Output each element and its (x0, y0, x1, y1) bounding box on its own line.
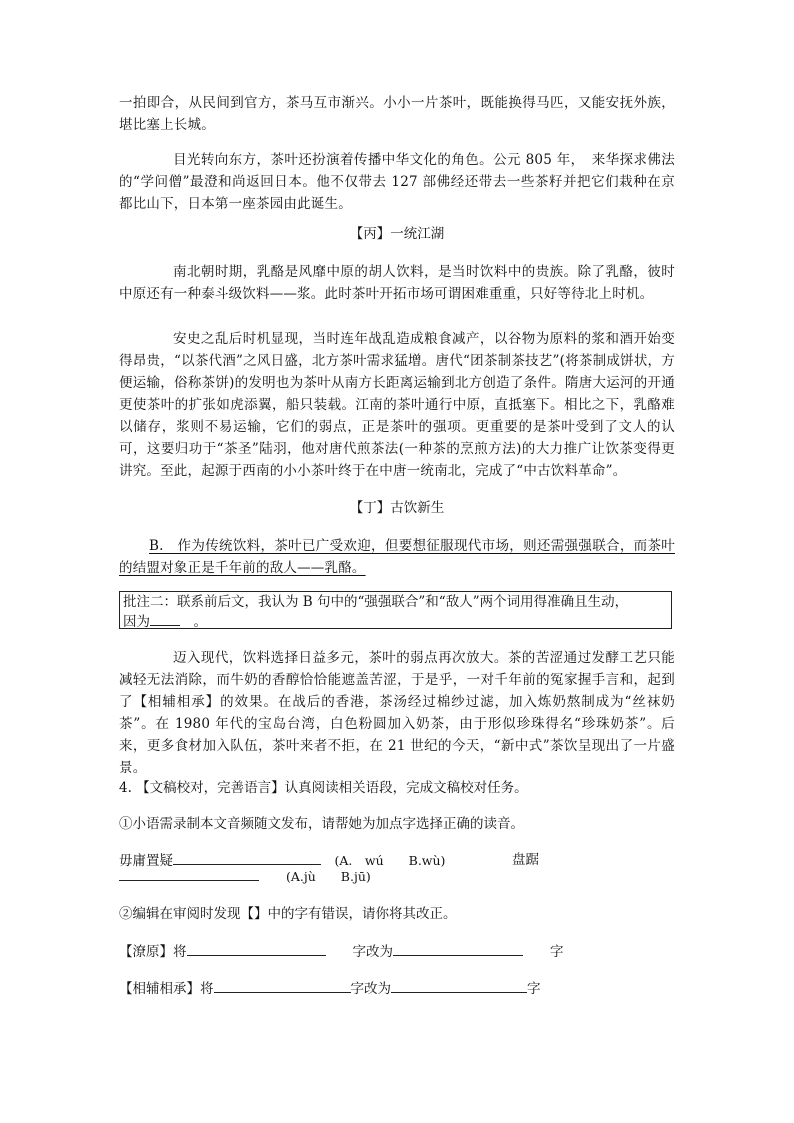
section-heading-ding: 【丁】古饮新生 (349, 500, 445, 516)
paragraph-tea-horse-trade: 一拍即合，从民间到官方，茶马互市渐兴。小小一片茶叶，既能换得马匹，又能安抚外族，堪比塞上长城。 (119, 95, 675, 133)
word-2: 盘踞 (512, 852, 539, 868)
correction-2-label: 【相辅相承】将 (119, 981, 214, 997)
correction-item-1 (119, 941, 564, 962)
paragraph-tea-to-japan: 目光转向东方，茶叶还扮演着传播中华文化的角色。公元 805 年， 来华探求佛法的“学问僧”最澄和尚返回日本。他不仅带去 127 部佛经还带去一些茶籽并把它们栽种在京都比山下，日本第一座茶园由此诞生。 (119, 152, 675, 212)
correction-1-new-blank[interactable] (393, 941, 523, 956)
correction-2-new-blank[interactable] (391, 978, 527, 993)
comment-text: 批注二：联系前后文，我认为 B 句中的“强强联合”和“敌人”两个词用得准确且生动， (123, 594, 629, 610)
question-4-title: 4. 【文稿校对，完善语言】认真阅读相关语段，完成文稿校对任务。 (119, 780, 528, 796)
paragraph-northern-southern-dynasties: 南北朝时期，乳酪是风靡中原的胡人饮料，是当时饮料中的贵族。除了乳酪，彼时中原还有一种泰斗级饮料——浆。此时茶叶开拓市场可谓困难重重，只好等待北上时机。 (119, 264, 675, 302)
word-2-options: (A.jù B.jū) (286, 869, 371, 884)
comment-because: 因为 (123, 614, 150, 630)
sentence-b: B. 作为传统饮料，茶叶已广受欢迎，但要想征服现代市场，则还需强强联合，而茶叶的结盟对象正是千年前的敌人——乳酪。 (119, 538, 675, 576)
correction-1-original-blank[interactable] (187, 941, 326, 956)
word-1-options: (A. wú B.wù) (334, 853, 446, 868)
paragraph-tang-dynasty: 安史之乱后时机显现，当时连年战乱造成粮食减产，以谷物为原料的浆和酒开始变得昂贵，“以茶代酒”之风日盛，北方茶叶需求猛增。唐代“团茶制茶技艺”(将茶制成饼状，方便运输，俗称茶饼)的发明也为茶叶从南方长距离运输到北方创造了条件。隋唐大运河的开通更使茶叶的扩张如虎添翼，船只装载。江南的茶叶通行中原，直抵塞下。相比之下，乳酪难以储存，浆则不易运输，它们的弱点，正是茶叶的强项。更重要的是茶叶受到了文人的认可，这要归功于“茶圣”陆羽，他对唐代煎茶法(一种茶的烹煎方法)的大力推广让饮茶变得更讲究。至此，起源于西南的小小茶叶终于在中唐一统南北，完成了“中古饮料革命”。 (119, 331, 675, 479)
word-1: 毋庸置疑 (119, 853, 173, 869)
correction-1-change: 字改为 (352, 944, 393, 960)
comment-answer-blank[interactable] (150, 611, 180, 626)
pronunciation-item-2 (119, 866, 371, 887)
paragraph-modern-milk-tea: 迈入现代，饮料选择日益多元，茶叶的弱点再次放大。茶的苦涩通过发酵工艺只能减轻无法消除，而牛奶的香醇恰恰能遮盖苦涩，于是乎，一对千年前的冤家握手言和，起到了【相辅相承】的效果。在战后的香港，茶汤经过棉纱过滤，加入炼奶熬制成为“丝袜奶茶”。在 1980 年代的宝岛台湾，白色粉圆加入奶茶，由于形似珍珠得名“珍珠奶茶”。后来，更多食材加入队伍，茶叶来者不拒，在 21 世纪的今天，“新中式”茶饮呈现出了一片盛景。 (119, 650, 675, 776)
correction-item-2 (119, 978, 541, 999)
correction-1-label: 【潦原】将 (119, 944, 187, 960)
question-4-1-prompt: ①小语需录制本文音频随文发布，请帮她为加点字选择正确的读音。 (119, 816, 524, 832)
comment-end: 。 (193, 614, 207, 630)
correction-2-zi: 字 (527, 981, 541, 997)
word-2-blank[interactable] (119, 866, 259, 881)
correction-1-zi: 字 (550, 944, 564, 960)
correction-2-change: 字改为 (350, 981, 391, 997)
correction-2-original-blank[interactable] (214, 978, 351, 993)
question-4-2-prompt: ②编辑在审阅时发现【】中的字有错误，请你将其改正。 (119, 906, 457, 922)
section-heading-bing: 【丙】一统江湖 (349, 226, 445, 242)
word-1-blank[interactable] (173, 850, 321, 865)
comment-box-2 (119, 591, 672, 629)
